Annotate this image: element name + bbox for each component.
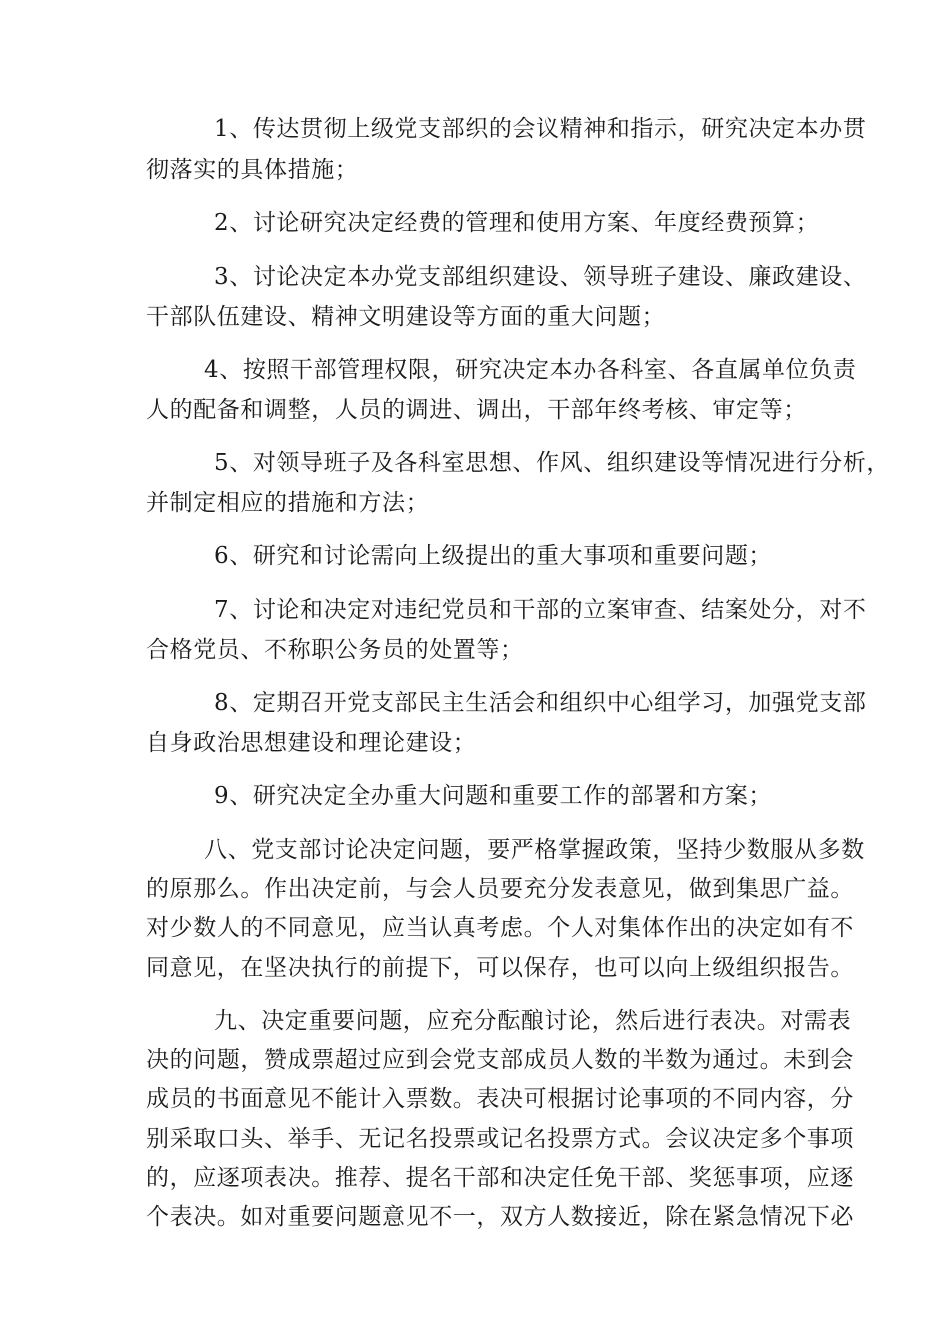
item-5-line-2: 并制定相应的措施和方法； [146,490,430,516]
item-3-line-1: 3、讨论决定本办党支部组织建设、领导班子建设、廉政建设、 [214,264,867,290]
item-9-line-1: 9、研究决定全办重大问题和重要工作的部署和方案； [214,783,773,809]
section-8-line-4: 同意见，在坚决执行的前提下，可以保存，也可以向上级组织报告。 [146,955,854,981]
item-7-line-1: 7、讨论和决定对违纪党员和干部的立案审查、结案处分，对不 [214,597,867,623]
item-8-line-2: 自身政治思想建设和理论建设； [146,730,477,756]
item-8-line-1: 8、定期召开党支部民主生活会和组织中心组学习，加强党支部 [214,690,867,716]
section-9-line-1: 九、决定重要问题，应充分酝酿讨论，然后进行表决。对需表 [214,1008,852,1034]
section-8-line-2: 的原那么。作出决定前，与会人员要充分发表意见，做到集思广益。 [146,876,854,902]
section-9-line-6: 个表决。如对重要问题意见不一，双方人数接近，除在紧急情况下必 [146,1204,854,1230]
item-5-line-1: 5、对领导班子及各科室思想、作风、组织建设等情况进行分析， [214,450,891,476]
item-1-line-1: 1、传达贯彻上级党支部织的会议精神和指示，研究决定本办贯 [214,116,867,142]
item-7-line-2: 合格党员、不称职公务员的处置等； [146,637,524,663]
section-9-line-4: 别采取口头、举手、无记名投票或记名投票方式。会议决定多个事项 [146,1126,854,1152]
section-8-line-3: 对少数人的不同意见，应当认真考虑。个人对集体作出的决定如有不 [146,915,854,941]
item-1-line-2: 彻落实的具体措施； [146,157,359,183]
section-9-line-3: 成员的书面意见不能计入票数。表决可根据讨论事项的不同内容，分 [146,1086,854,1112]
item-4-line-1: 4、按照干部管理权限，研究决定本办各科室、各直属单位负责 [204,357,857,383]
section-9-line-2: 决的问题，赞成票超过应到会党支部成员人数的半数为通过。未到会 [146,1047,854,1073]
item-4-line-2: 人的配备和调整，人员的调进、调出，干部年终考核、审定等； [146,397,807,423]
section-9-line-5: 的，应逐项表决。推荐、提名干部和决定任免干部、奖惩事项，应逐 [146,1165,854,1191]
item-6-line-1: 6、研究和讨论需向上级提出的重大事项和重要问题； [214,543,773,569]
section-8-line-1: 八、党支部讨论决定问题，要严格掌握政策，坚持少数服从多数 [204,837,865,863]
item-2-line-1: 2、讨论研究决定经费的管理和使用方案、年度经费预算； [214,210,820,236]
item-3-line-2: 干部队伍建设、精神文明建设等方面的重大问题； [146,304,666,330]
